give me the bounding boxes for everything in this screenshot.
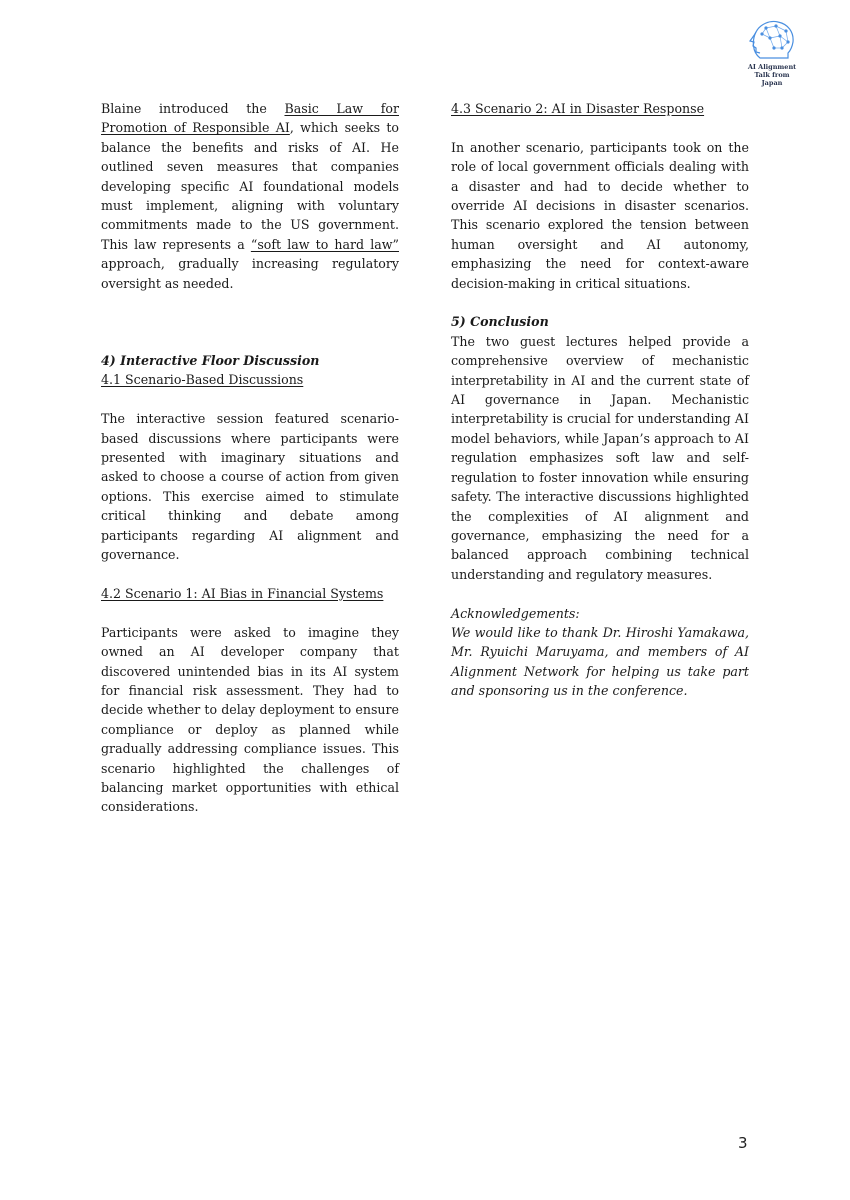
acknowledgements-body: We would like to thank Dr. Hiroshi Yamakawa, Mr. Ryuichi Maruyama, and members of AI Alignment Network for helping us take part and sponsoring us in the conference. <box>451 624 749 699</box>
basic-law-link[interactable]: Basic Law for Promotion of Responsible AI <box>101 101 399 136</box>
subsection-4-1-body: The interactive session featured scenario-based discussions where participants were presented with imaginary situations and asked to choose a course of action from given options. This exercise aimed to stimulate critical thinking and debate among participants regarding AI alignment and governance. <box>101 411 399 563</box>
right-column <box>451 99 749 701</box>
intro-text-1: Blaine introduced the <box>101 101 285 116</box>
soft-law-link[interactable]: “soft law to hard law” <box>250 236 399 252</box>
section-5-body: The two guest lectures helped provide a comprehensive overview of mechanistic interpretability in AI and the current state of AI governance in Japan. Mechanistic interpretability is crucial for understanding AI model behaviors, while Japan’s approach to AI regulation emphasizes soft law and self-regulation to foster innovation while ensuring safety. The interactive discussions highlighted the complexities of AI alignment and governance, emphasizing the need for a balanced approach combining technical understanding and regulatory measures. <box>451 333 749 582</box>
page-number: 3 <box>738 1134 748 1152</box>
logo-line-2: Talk from <box>754 71 790 79</box>
subsection-4-1-heading: 4.1 Scenario-Based Discussions <box>101 372 304 388</box>
head-brain-network-icon <box>746 18 798 62</box>
intro-paragraph <box>101 99 399 293</box>
left-column <box>101 99 399 817</box>
intro-text-3: approach, gradually increasing regulatory oversight as needed. <box>101 256 399 291</box>
subsection-4-3-body: In another scenario, participants took on the role of local government officials dealing with a disaster and had to decide whether to override AI decisions in disaster scenarios. This scenario explored the tension between human oversight and AI autonomy, emphasizing the need for context-aware decision-making in critical situations. <box>451 139 749 291</box>
logo-text <box>722 63 822 87</box>
subsection-4-2-heading: 4.2 Scenario 1: AI Bias in Financial Systems <box>101 585 384 601</box>
subsection-4-3-heading: 4.3 Scenario 2: AI in Disaster Response <box>451 101 705 116</box>
acknowledgements-heading: Acknowledgements: <box>451 605 580 621</box>
section-4-heading: 4) Interactive Floor Discussion <box>101 353 320 369</box>
intro-text-2: , which seeks to balance the benefits and risks of AI. He outlined seven measures that companies developing specific AI foundational models must implement, aligning with voluntary commitments made to the US government. This law represents a <box>101 120 399 252</box>
subsection-4-2-body: Participants were asked to imagine they owned an AI developer company that discovered unintended bias in its AI system for financial risk assessment. They had to decide whether to delay deployment to ensure compliance or deploy as planned while gradually addressing compliance issues. This scenario highlighted the challenges of balancing market opportunities with ethical considerations. <box>101 624 399 815</box>
ai-alignment-logo <box>722 18 822 87</box>
logo-line-1: AI Alignment <box>747 63 797 71</box>
section-5-heading: 5) Conclusion <box>451 314 549 330</box>
logo-line-3: Japan <box>761 79 783 87</box>
